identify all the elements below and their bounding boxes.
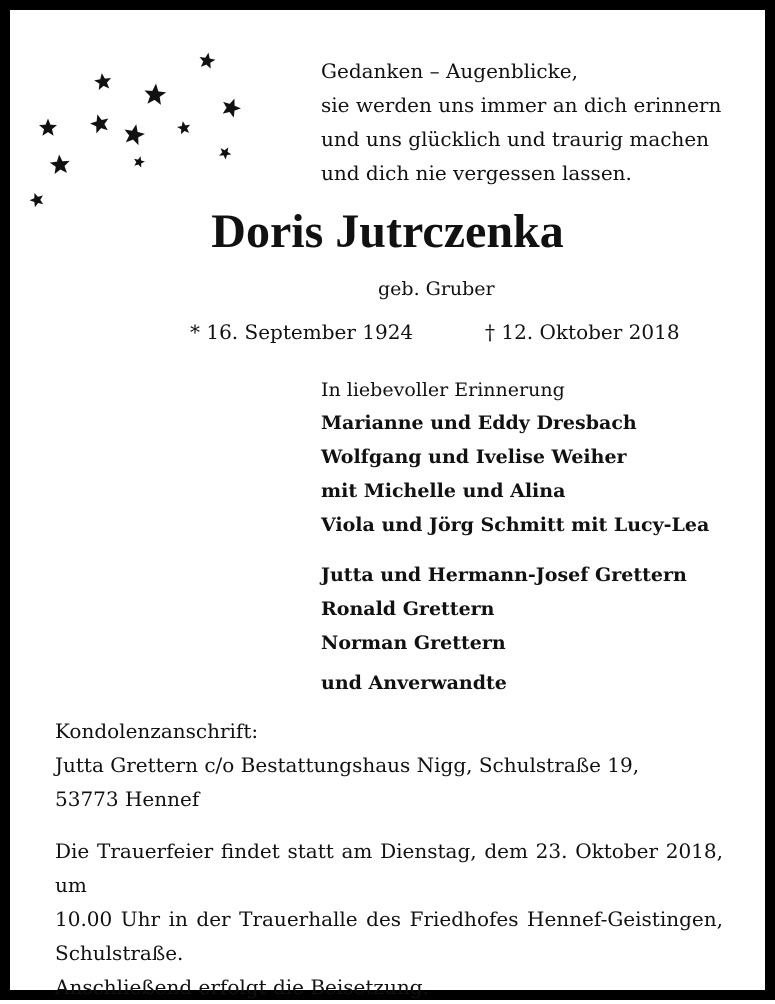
poem-line: Gedanken – Augenblicke,	[321, 59, 578, 83]
mourner-line: Ronald Grettern	[321, 598, 495, 620]
mourner-line: und Anverwandte	[321, 672, 507, 694]
star-icon	[217, 144, 234, 160]
funeral-info	[55, 834, 723, 1004]
mourner-line: Jutta und Hermann-Josef Grettern	[321, 564, 687, 586]
condolence-address	[55, 714, 639, 816]
death-date: † 12. Oktober 2018	[485, 320, 680, 344]
mourner-line: Wolfgang und Ivelise Weiher	[321, 446, 627, 468]
mourner-line: mit Michelle und Alina	[321, 480, 566, 502]
poem	[321, 54, 721, 190]
condolence-label: Kondolenzanschrift:	[55, 719, 259, 743]
star-icon	[219, 95, 243, 119]
funeral-line: Die Trauerfeier findet statt am Dienstag, dem 23. Oktober 2018, um	[55, 839, 723, 897]
maiden-name: geb. Gruber	[378, 278, 495, 300]
mourner-line: Viola und Jörg Schmitt mit Lucy-Lea	[321, 514, 710, 536]
mourner-line: Norman Grettern	[321, 632, 506, 654]
poem-line: und uns glücklich und traurig machen	[321, 127, 710, 151]
stars-decoration	[10, 10, 310, 230]
star-icon	[176, 120, 191, 135]
star-icon	[132, 155, 146, 168]
mourner-line: Marianne und Eddy Dresbach	[321, 412, 637, 434]
star-icon	[93, 72, 112, 91]
star-icon	[39, 119, 57, 136]
birth-date: * 16. September 1924	[190, 320, 414, 344]
funeral-line: 10.00 Uhr in der Trauerhalle des Friedhofes Hennef-Geistingen,	[55, 907, 723, 931]
condolence-address-line: Jutta Grettern c/o Bestattungshaus Nigg, Schulstraße 19,	[55, 753, 640, 777]
mourner-group	[321, 558, 687, 660]
poem-line: sie werden uns immer an dich erinnern	[321, 93, 722, 117]
funeral-line: Schulstraße.	[55, 941, 184, 965]
mourner-group	[321, 406, 709, 542]
memory-heading: In liebevoller Erinnerung	[321, 379, 565, 401]
mourner-group	[321, 666, 507, 700]
star-icon	[49, 154, 71, 175]
funeral-line: Anschließend erfolgt die Beisetzung.	[55, 975, 429, 999]
poem-line: und dich nie vergessen lassen.	[321, 161, 632, 185]
star-icon	[143, 83, 167, 106]
star-icon	[88, 112, 111, 134]
star-icon	[198, 51, 217, 69]
deceased-name: Doris Jutrczenka	[211, 205, 564, 258]
star-icon	[122, 122, 147, 146]
condolence-address-line: 53773 Hennef	[55, 787, 200, 811]
